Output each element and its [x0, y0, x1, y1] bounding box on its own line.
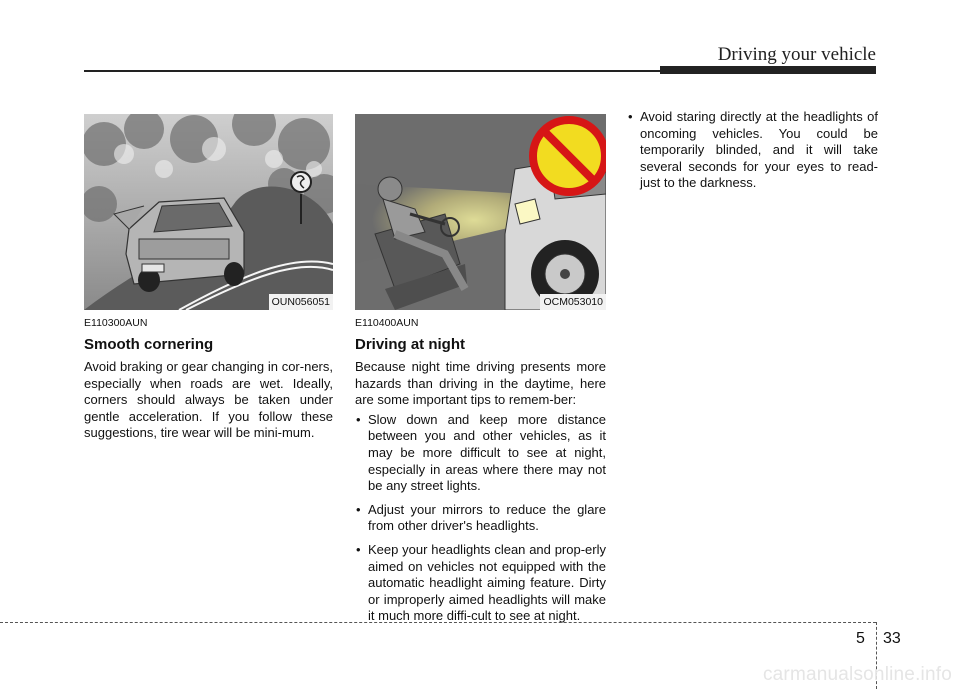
figure-code: OUN056051 — [269, 294, 333, 310]
section-code: E110400AUN — [355, 317, 419, 329]
night-tips-list-continued — [627, 109, 878, 192]
list-item — [355, 502, 606, 535]
footer-rule — [0, 622, 876, 623]
list-item — [627, 109, 878, 192]
list-item — [355, 412, 606, 495]
list-item — [355, 542, 606, 625]
section-body: Avoid braking or gear changing in cor-ners, especially when roads are wet. Ideally, corners should always be taken under gentle acceleration. If you follow these suggestions, tire wear will be mini-mum. — [84, 359, 333, 441]
page-number: 33 — [883, 630, 901, 647]
section-night-continued — [627, 109, 878, 199]
bullet-icon: • — [628, 109, 633, 124]
section-heading: Smooth cornering — [84, 336, 214, 353]
figure-night-driving — [355, 114, 606, 310]
section-heading: Driving at night — [355, 336, 465, 353]
section-code: E110300AUN — [84, 317, 148, 329]
car-cornering-illustration — [84, 114, 333, 310]
header-rule — [84, 70, 660, 72]
section-header-title: Driving your vehicle — [717, 44, 876, 65]
chapter-number: 5 — [856, 630, 865, 647]
list-item-text: Keep your headlights clean and prop-erly aimed on vehicles not equipped with the automatic headlight aiming feature. Dirty or improperly aimed headlights will make it much more diffi-cult to see at night. — [368, 541, 606, 624]
bullet-icon: • — [356, 501, 361, 517]
list-item-text: Adjust your mirrors to reduce the glare from other driver's headlights. — [368, 501, 606, 534]
section-smooth-cornering — [84, 317, 333, 442]
list-item-text: Slow down and keep more distance between you and other vehicles, as it may be more difficult to see at night, especially in areas where there may not be any street lights. — [368, 411, 606, 494]
section-intro: Because night time driving presents more hazards than driving in the daytime, here are some important tips to remem-ber: — [355, 359, 606, 408]
header-rule-accent — [660, 66, 876, 74]
night-tips-list — [355, 412, 606, 625]
section-driving-at-night — [355, 317, 606, 632]
night-glare-illustration — [355, 114, 606, 310]
bullet-icon: • — [356, 541, 361, 557]
list-item-text: Avoid staring directly at the headlights of oncoming vehicles. You could be temporarily blinded, and it will take several seconds for your eyes to read-just to the darkness. — [640, 109, 878, 191]
bullet-icon: • — [356, 411, 361, 427]
figure-cornering — [84, 114, 333, 310]
figure-code: OCM053010 — [540, 294, 606, 310]
watermark: carmanualsonline.info — [762, 664, 952, 685]
